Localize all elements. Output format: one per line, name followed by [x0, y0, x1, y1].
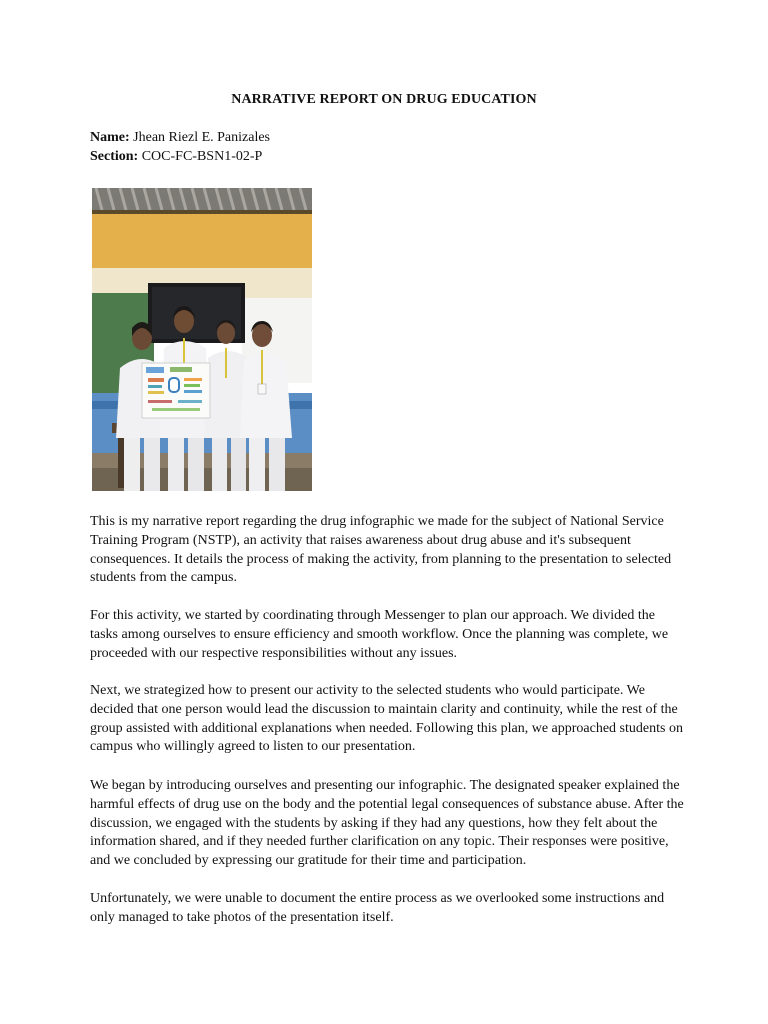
document-title: NARRATIVE REPORT ON DRUG EDUCATION [231, 92, 537, 107]
name-line [90, 130, 270, 146]
name-value: Jhean Riezl E. Panizales [129, 130, 270, 145]
section-label: Section: [90, 149, 139, 164]
section-line [90, 149, 262, 165]
paragraph-planning: For this activity, we started by coordinating through Messenger to plan our approach. We divided the tasks among ourselves to ensure efficiency and smooth workflow. Once the planning was complete, we proceeded with our respective responsibilities without any issues. [90, 608, 669, 661]
group-photo-illustration [92, 188, 312, 491]
paragraph-strategy: Next, we strategized how to present our activity to the selected students who would participate. We decided that one person would lead the discussion to maintain clarity and continuity, while the rest of the group assisted with additional explanations when needed. Following this plan, we approached students on campus who willingly agreed to listen to our presentation. [90, 683, 683, 755]
group-photo [92, 188, 312, 491]
section-value: COC-FC-BSN1-02-P [138, 149, 263, 164]
paragraph-presentation: We began by introducing ourselves and presenting our infographic. The designated speaker explained the harmful effects of drug use on the body and the potential legal consequences of substance abuse. After the discussion, we engaged with the students by asking if they had any questions, how they felt about the information shared, and if they needed further clarification on any topic. Their responses were positive, and we concluded by expressing our gratitude for their time and participation. [90, 778, 684, 869]
name-label: Name: [90, 130, 130, 145]
paragraph-conclusion: Unfortunately, we were unable to document the entire process as we overlooked some instructions and only managed to take photos of the presentation itself. [90, 891, 665, 925]
paragraph-intro: This is my narrative report regarding the drug infographic we made for the subject of National Service Training Program (NSTP), an activity that raises awareness about drug abuse and it's subsequent consequences. It details the process of making the activity, from planning to the presentation to selected students from the campus. [90, 514, 672, 586]
